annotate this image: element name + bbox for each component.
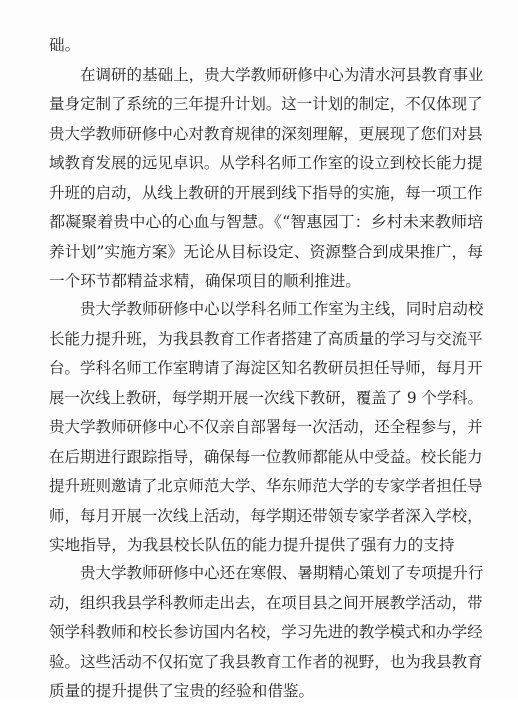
text-line: 长能力提升班，为我县教育工作者搭建了高质量的学习与交流平 [49,330,483,348]
text-line: 验。这些活动不仅拓宽了我县教育工作者的视野，也为我县教育 [49,653,483,671]
text-line: 升班的启动，从线上教研的开展到线下指导的实施，每一项工作 [49,184,483,202]
text-line: 贵大学教师研修中心还在寒假、暑期精心策划了专项提升行 [80,564,484,582]
text-line: 量身定制了系统的三年提升计划。这一计划的制定，不仅体现了 [49,95,483,113]
text-line: 养计划”实施方案》无论从目标设定、资源整合到成果推广，每 [49,243,484,261]
text-line: 展一次线上教研，每学期开展一次线下教研，覆盖了 9 个学科。 [49,389,483,407]
text-line: 台。学科名师工作室聘请了海淀区知名教研员担任导师，每月开 [49,359,483,377]
text-line: 动，组织我县学科教师走出去，在项目县之间开展教学活动，带 [49,594,483,612]
text-line: 师，每月开展一次线上活动，每学期还带领专家学者深入学校， [49,507,483,525]
text-line: 域教育发展的远见卓识。从学科名师工作室的设立到校长能力提 [49,154,483,172]
text-line: 一个环节都精益求精，确保项目的顺利推进。 [49,272,361,290]
text-line: 都凝聚着贵中心的心血与智慧。《“智惠园丁：乡村未来教师培 [49,213,484,231]
text-line: 贵大学教师研修中心以学科名师工作室为主线，同时启动校 [80,300,484,318]
text-line: 贵大学教师研修中心对教育规律的深刻理解，更展现了您们对县 [49,125,483,143]
text-line: 提升班则邀请了北京师范大学、华东师范大学的专家学者担任导 [49,477,483,495]
text-line: 实地指导，为我县校长队伍的能力提升提供了强有力的支持 [49,536,455,554]
text-line: 础。 [49,36,81,54]
text-line: 质量的提升提供了宝贵的经验和借鉴。 [49,682,315,700]
text-line: 领学科教师和校长参访国内名校，学习先进的教学模式和办学经 [49,623,483,641]
text-line: 在后期进行跟踪指导，确保每一位教师都能从中受益。校长能力 [49,448,483,466]
text-line: 在调研的基础上，贵大学教师研修中心为清水河县教育事业 [80,66,484,84]
text-line: 贵大学教师研修中心不仅亲自部署每一次活动，还全程参与，并 [49,418,483,436]
